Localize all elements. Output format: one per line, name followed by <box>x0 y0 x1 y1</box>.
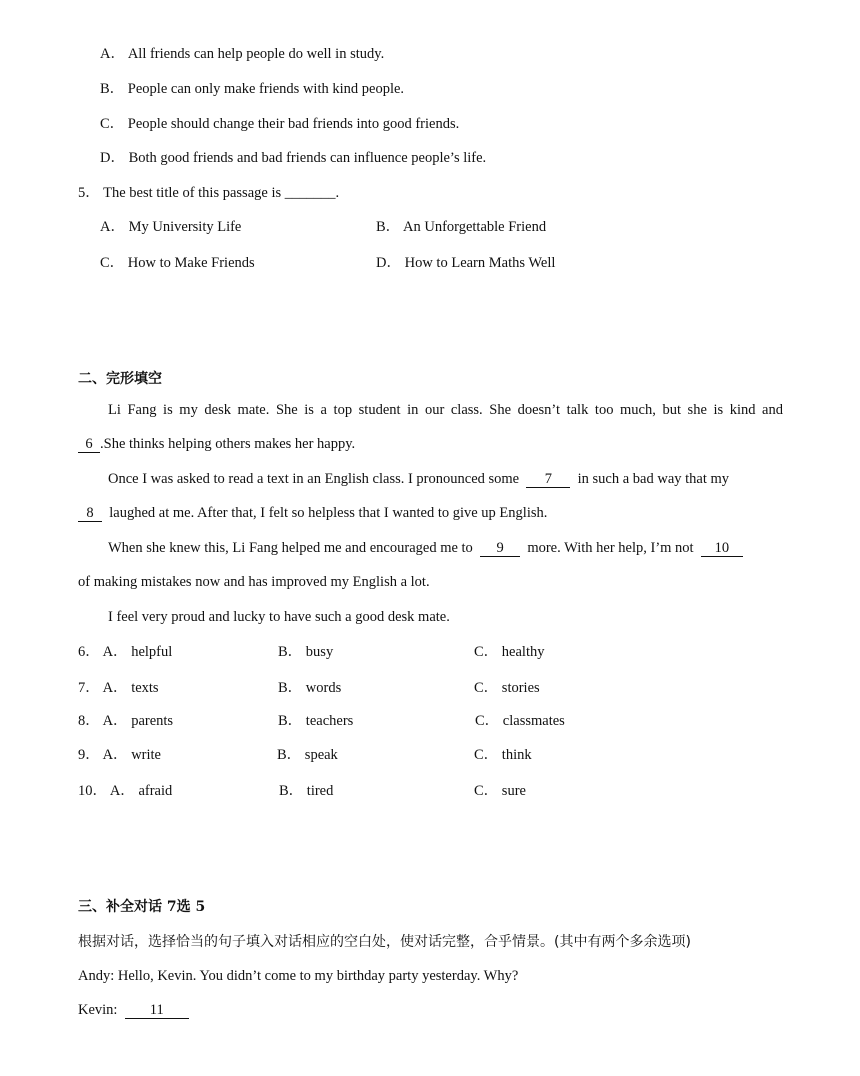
section2-heading: 二、完形填空 <box>78 371 162 387</box>
cloze-q10-c: C． sure <box>474 783 526 799</box>
cloze-blank-6: 6 <box>78 436 100 453</box>
cloze-q9-b: B． speak <box>277 747 338 763</box>
cloze-q6-c: C． healthy <box>474 644 545 660</box>
cloze-p4: I feel very proud and lucky to have such a good desk mate. <box>108 609 450 625</box>
cloze-p2-line2: 8 laughed at me. After that, I felt so helpless that I wanted to give up English. <box>78 504 547 522</box>
q5-option-b: B． An Unforgettable Friend <box>376 219 547 235</box>
cloze-p3-line2: of making mistakes now and has improved my English a lot. <box>78 574 430 590</box>
cloze-p2-line1: Once I was asked to read a text in an English class. I pronounced some 7 in such a bad way that my <box>108 471 730 487</box>
cloze-q6-b: B． busy <box>278 644 334 660</box>
cloze-p1-line1: Li Fang is my desk mate. She is a top student in our class. She doesn’t talk too much, but she is kind and <box>108 402 783 418</box>
section3-heading: 三、补全对话 7选 5 <box>78 899 206 915</box>
cloze-blank-10: 10 <box>701 540 743 557</box>
cloze-q7-a: 7． A． texts <box>78 680 159 696</box>
q5-option-c: C． How to Make Friends <box>100 255 255 271</box>
q4-option-a: A． All friends can help people do well in study. <box>100 46 385 62</box>
cloze-q10-b: B． tired <box>279 783 334 799</box>
dialog-blank-11: 11 <box>125 1002 189 1019</box>
q4-option-b: B． People can only make friends with kind people. <box>100 81 405 97</box>
cloze-q6-a: 6． A． helpful <box>78 644 173 660</box>
q5-option-d: D． How to Learn Maths Well <box>376 255 556 271</box>
cloze-q8-c: C． classmates <box>475 713 565 729</box>
q4-option-c: C． People should change their bad friends into good friends. <box>100 116 460 132</box>
cloze-q7-c: C． stories <box>474 680 540 696</box>
dialog-andy-line: Andy: Hello, Kevin. You didn’t come to my birthday party yesterday. Why? <box>78 968 519 984</box>
cloze-q9-a: 9． A． write <box>78 747 161 763</box>
dialog-kevin-line: Kevin: 11 <box>78 1001 189 1019</box>
q5-stem: 5． The best title of this passage is _______. <box>78 185 340 201</box>
cloze-q10-a: 10． A． afraid <box>78 783 173 799</box>
cloze-p3-line1: When she knew this, Li Fang helped me and encouraged me to 9 more. With her help, I’m not 10 <box>108 539 743 557</box>
cloze-q9-c: C． think <box>474 747 532 763</box>
cloze-p1-line2: 6 .She thinks helping others makes her happy. <box>78 435 355 453</box>
section3-instruction: 根据对话，选择恰当的句子填入对话相应的空白处，使对话完整，合乎情景。(其中有两个多余选项) <box>78 934 691 950</box>
q4-option-d: D． Both good friends and bad friends can influence people’s life. <box>100 150 487 166</box>
cloze-q8-b: B． teachers <box>278 713 354 729</box>
cloze-blank-9: 9 <box>480 540 520 557</box>
cloze-blank-7: 7 <box>526 471 570 488</box>
cloze-q7-b: B． words <box>278 680 342 696</box>
cloze-q8-a: 8． A． parents <box>78 713 174 729</box>
cloze-blank-8: 8 <box>78 505 102 522</box>
q5-option-a: A． My University Life <box>100 219 242 235</box>
